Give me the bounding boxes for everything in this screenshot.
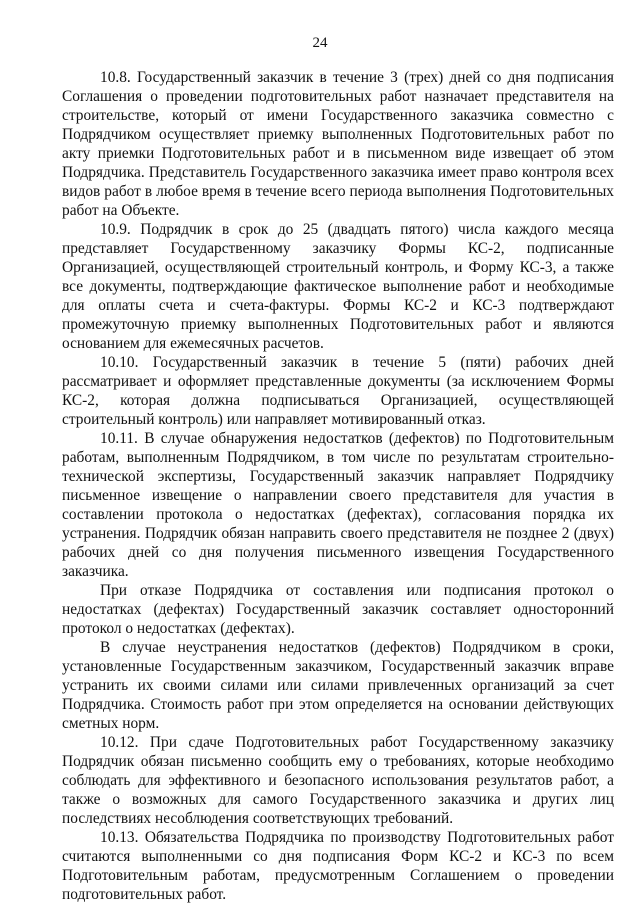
paragraph-10-12: 10.12. При сдаче Подготовительных работ Государственному заказчику Подрядчик обязан письменно сообщить ему о требованиях, которые необходимо соблюдать для эффективного и безопасного использования результатов работ, а также о возможных для самого Государственного заказчика и других лиц последствиях несоблюдения соответствующих требований. — [62, 734, 614, 827]
paragraph-10-9: 10.9. Подрядчик в срок до 25 (двадцать пятого) числа каждого месяца представляет Государственному заказчику Формы КС-2, подписанные Организацией, осуществляющей строительный контроль, и Форму КС-3, а также все документы, подтверждающие фактическое выполнение работ и необходимые для оплаты счета и счета-фактуры. Формы КС-2 и КС-3 подтверждают промежуточную приемку выполненных Подготовительных работ и являются основанием для ежемесячных расчетов. — [62, 221, 614, 352]
paragraph-10-8: 10.8. Государственный заказчик в течение 3 (трех) дней со дня подписания Соглашения о проведении подготовительных работ назначает представителя на строительстве, который от имени Государственного заказчика совместно с Подрядчиком осуществляет приемку выполненных Подготовительных работ по акту приемки Подготовительных работ и в письменном виде извещает об этом Подрядчика. Представитель Государственного заказчика имеет право контроля всех видов работ в любое время в течение всего периода выполнения Подготовительных работ на Объекте. — [62, 69, 614, 219]
paragraph-10-10: 10.10. Государственный заказчик в течение 5 (пяти) рабочих дней рассматривает и оформляет представленные документы (за исключением Формы КС-2, которая должна подписываться Организацией, осуществляющей строительный контроль) или направляет мотивированный отказ. — [62, 354, 614, 428]
paragraph-10-11: 10.11. В случае обнаружения недостатков (дефектов) по Подготовительным работам, выполненным Подрядчиком, в том числе по результатам строительно-технической экспертизы, Государственный заказчик направляет Подрядчику письменное извещение о направлении своего представителя для участия в составлении протокола о недостатках (дефектах), согласования порядка их устранения. Подрядчик обязан направить своего представителя не позднее 2 (двух) рабочих дней со дня получения письменного извещения Государственного заказчика. — [62, 430, 614, 580]
paragraph-defect-elimination: В случае неустранения недостатков (дефектов) Подрядчиком в сроки, установленные Государственным заказчиком, Государственный заказчик вправе устранить их своими силами или силами привлеченных организаций за счет Подрядчика. Стоимость работ при этом определяется на основании действующих сметных норм. — [62, 639, 614, 732]
page-number: 24 — [312, 35, 328, 51]
paragraph-10-13: 10.13. Обязательства Подрядчика по производству Подготовительных работ считаются выполненными со дня подписания Форм КС-2 и КС-3 по всем Подготовительным работам, предусмотренным Соглашением о проведении подготовительных работ. — [62, 829, 614, 903]
document-body — [62, 68, 614, 904]
paragraph-refusal-protocol: При отказе Подрядчика от составления или подписания протокол о недостатках (дефектах) Государственный заказчик составляет односторонний протокол о недостатках (дефектах). — [62, 582, 614, 637]
